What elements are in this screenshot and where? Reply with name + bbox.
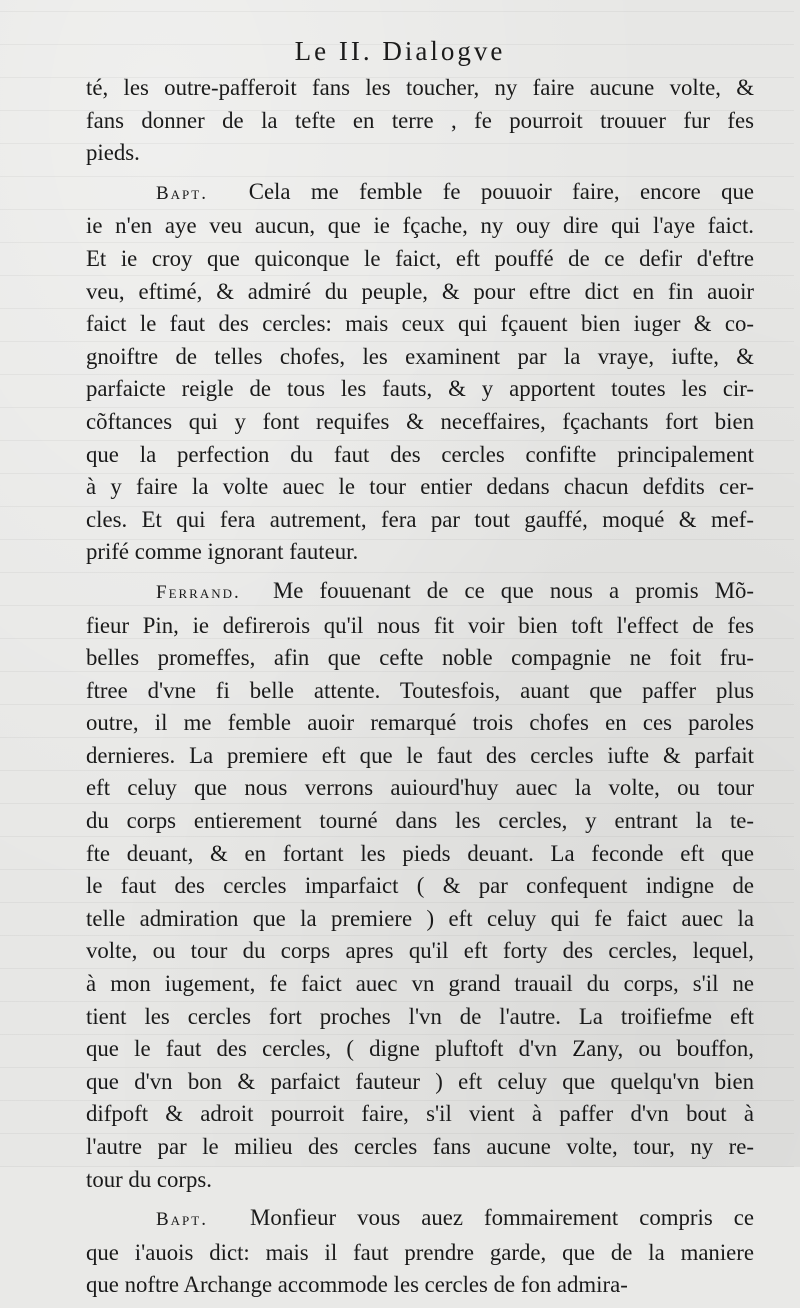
paragraph [86,72,754,170]
text-line: que i'auois dict: mais il faut prendre garde, que de la maniere [86,1239,754,1265]
line-text: Me fouuenant de ce que nous a promis Mõ- [273,577,754,603]
paragraph [86,1202,754,1302]
text-line: té, les outre-pafferoit fans les toucher, ny faire aucune volte, & [86,75,754,100]
text-line: gnoiftre de telles chofes, les examinent par la vraye, iufte, & [86,343,754,369]
text-line: ie n'en aye veu aucun, que ie fçache, ny ouy dire qui l'aye faict. [86,213,754,239]
text-line: que d'vn bon & parfaict fauteur ) eft celuy que quelqu'vn bien [86,1068,754,1094]
running-head: Le II. Dialogve [294,36,506,66]
text-line: fieur Pin, ie defirerois qu'il nous fit voir bien toft l'effect de fes [86,612,754,638]
text-line [86,575,754,610]
text-line: faict le faut des cercles: mais ceux qui fçauent bien iuger & co- [86,311,754,337]
body-text [86,72,754,1308]
text-line: volte, ou tour du corps apres qu'il eft forty des cercles, lequel, [86,938,754,964]
text-line: difpoft & adroit pourroit faire, s'il vient à paffer d'vn bout à [86,1101,754,1127]
text-line: que la perfection du faut des cercles confifte principalement [86,441,754,467]
text-line: tient les cercles fort proches l'vn de l'autre. La troifiefme eft [86,1003,754,1029]
text-line: prifé comme ignorant fauteur. [86,539,359,565]
line-text: Monfieur vous auez fommairement compris ce [250,1205,754,1231]
text-line: du corps entierement tourné dans les cercles, y entrant la te- [86,808,754,834]
text-line: outre, il me femble auoir remarqué trois chofes en ces paroles [86,710,754,736]
line-text: Cela me femble fe pouuoir faire, encore que [248,178,754,204]
text-line [86,1202,754,1237]
text-line: telle admiration que la premiere ) eft celuy qui fe faict auec la [86,905,754,931]
text-line: dernieres. La premiere eft que le faut des cercles iufte & parfait [86,742,754,768]
speaker-name: Bapt. [156,1209,208,1231]
text-line: ftree d'vne fi belle attente. Toutesfois, auant que paffer plus [86,677,754,703]
text-line: fte deuant, & en fortant les pieds deuant. La feconde eft que [86,840,754,866]
text-line: veu, eftimé, & admiré du peuple, & pour eftre dict en fin auoir [86,278,754,304]
text-line: tour du corps. [86,1166,212,1192]
text-line: que le faut des cercles, ( digne pluftoft d'vn Zany, ou bouffon, [86,1036,754,1062]
text-line: l'autre par le milieu des cercles fans aucune volte, tour, ny re- [86,1134,754,1159]
text-line: le faut des cercles imparfaict ( & par confequent indigne de [86,873,754,899]
text-line: eft celuy que nous verrons auiourd'huy auec la volte, ou tour [86,775,754,801]
paragraph [86,176,754,569]
text-line: que noftre Archange accommode les cercles de fon admira- [86,1272,628,1298]
text-line: belles promeffes, afin que cefte noble compagnie ne foit fru- [86,645,754,671]
text-line: Et ie croy que quiconque le faict, eft pouffé de ce defir d'eftre [86,245,754,271]
text-line: à mon iugement, fe faict auec vn grand trauail du corps, s'il ne [86,971,754,997]
text-line: à y faire la volte auec le tour entier dedans chacun defdits cer- [86,474,754,500]
text-line: cles. Et qui fera autrement, fera par tout gauffé, moqué & mef- [86,506,754,532]
paragraph [86,575,754,1196]
speaker-name: Ferrand. [156,581,241,603]
text-line: pieds. [86,140,140,166]
speaker-name: Bapt. [156,182,208,204]
text-line: fans donner de la tefte en terre , fe pourroit trouuer fur fes [86,107,754,133]
text-line: cõftances qui y font requifes & neceffaires, fçachants fort bien [86,408,754,434]
text-line: parfaicte reigle de tous les fauts, & y apportent toutes les cir- [86,376,754,402]
text-line [86,176,754,211]
